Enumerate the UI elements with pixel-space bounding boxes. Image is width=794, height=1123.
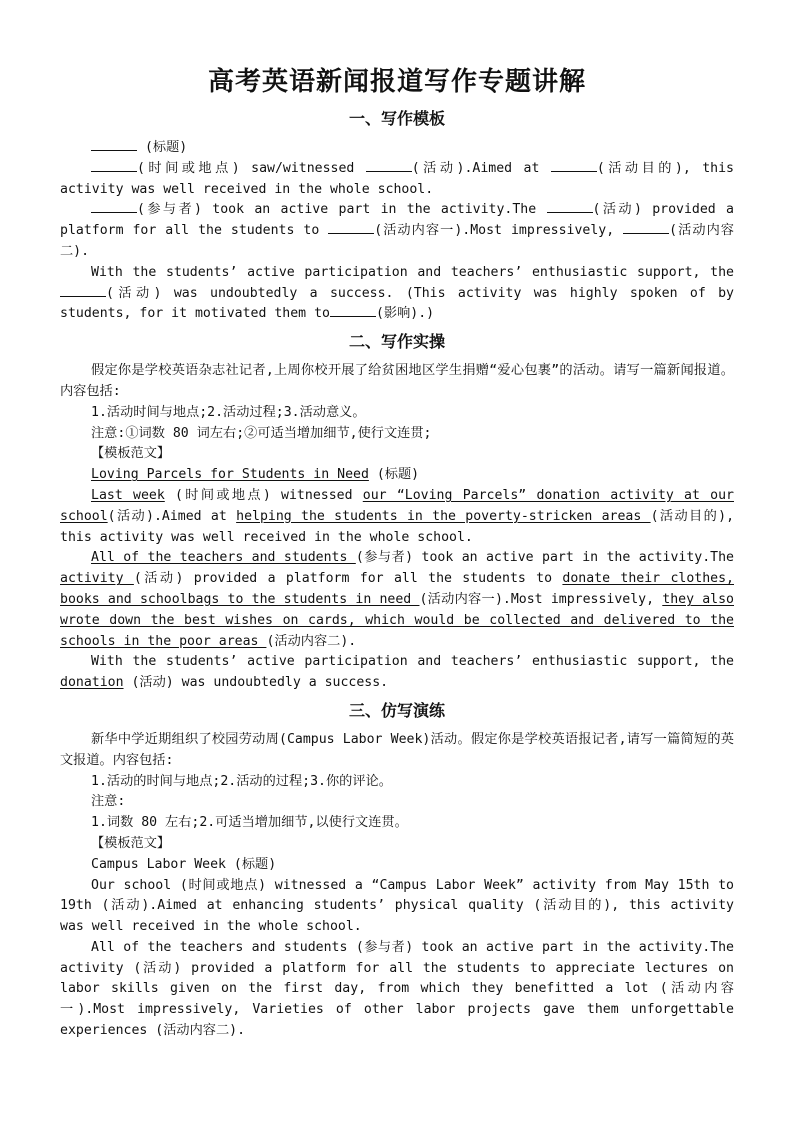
text: (参与者) took an active part in the activity.The [137,202,547,218]
page-title: 高考英语新闻报道写作专题讲解 [207,67,586,97]
text: (活动).Aimed at [107,508,237,524]
s2-paragraph-2 [60,548,734,652]
text: (活动).Aimed at [411,160,551,176]
blank [547,200,593,213]
s2-note: 注意:①词数 80 词左右;②可适当增加细节,使行文连贯; [91,425,432,441]
blank [91,159,137,172]
text: (活动) was undoubtedly a success. (This activity was highly spoken of by students, for it motivated them to [60,285,734,322]
blank [328,221,374,234]
text: (活动) provided a platform for all the students to [133,571,563,587]
s1-paragraph-2 [60,200,734,262]
s3-sample-title: Campus Labor Week (标题) [91,856,277,872]
underlined-text: Loving Parcels for Students in Need [91,467,369,483]
s3-sample-label: 【模板范文】 [91,835,171,851]
text: With the students’ active participation and teachers’ enthusiastic support, the [91,654,734,670]
s2-prompt: 假定你是学校英语杂志社记者,上周你校开展了给贫困地区学生捐赠“爱心包裹”的活动。请写一篇新闻报道。内容包括: [60,363,734,399]
text: With the students’ active participation and teachers’ enthusiastic support, the [91,264,734,280]
s3-note-label: 注意: [91,794,126,810]
text: (活动内容一).Most impressively, [374,223,624,239]
text: (时间或地点) saw/witnessed [137,160,366,176]
blank [60,284,106,297]
text: (活动) provided a platform for all the students to [60,202,734,239]
text: (活动目的), this activity was well received in the whole school. [60,508,735,545]
text: (时间或地点) witnessed [164,487,363,503]
s1-paragraph-3 [60,263,734,325]
underlined-text: donate their clothes, books and schoolbags to the students in need [60,571,734,607]
blank [91,138,137,151]
s2-paragraph-3 [60,652,734,694]
text: (活动内容二). [60,223,734,259]
document-page [60,62,734,1042]
underlined-text: helping the students in the poverty-stricken areas [236,508,651,524]
s2-requirements: 1.活动时间与地点;2.活动过程;3.活动意义。 [91,404,366,420]
underlined-text: Last week [91,487,165,503]
blank [623,221,669,234]
s1-paragraph-1 [60,159,734,201]
s3-paragraph-2: All of the teachers and students (参与者) took an active part in the activity.The activity (活动) provided a platform for all the students to appreciate lectures on labor skills given on the first day, from which they benefitted a lot (活动内容一).Most impressively, Varieties of other labor projects gave them unforgettable experiences (活动内容二). [60,939,734,1039]
blank [330,304,376,317]
s3-paragraph-1: Our school (时间或地点) witnessed a “Campus Labor Week” activity from May 15th to 19th (活动).Aimed at enhancing students’ physical quality (活动目的), this activity was well received in the whole school. [60,877,734,935]
s2-paragraph-1 [60,486,734,548]
section-1-heading: 一、写作模板 [348,109,445,128]
blank [551,159,597,172]
section-3-heading: 三、仿写演练 [348,700,445,720]
title-hint: (标题) [368,467,420,483]
s2-sample-label: 【模板范文】 [91,446,171,462]
text: (活动目的), this activity was well received in the whole school. [60,160,734,197]
blank [366,159,412,172]
text: (影响).) [375,306,435,322]
s3-requirements: 1.活动的时间与地点;2.活动的过程;3.你的评论。 [91,773,392,789]
blank [91,200,137,213]
underlined-text: our “Loving Parcels” donation activity at our school [60,487,734,524]
s1-title-line [60,138,734,159]
text: (活动) was undoubtedly a success. [123,675,389,691]
underlined-text: they also wrote down the best wishes on cards, which would be collected and delivered to the schools in the poor areas [60,591,734,649]
s3-prompt: 新华中学近期组织了校园劳动周(Campus Labor Week)活动。假定你是学校英语报记者,请写一篇简短的英文报道。内容包括: [60,731,734,768]
text: (活动内容二). [266,633,357,649]
s2-sample-title [60,465,734,486]
underlined-text: All of the teachers and students [91,550,356,566]
underlined-text: donation [60,675,124,691]
section-2-heading: 二、写作实操 [348,332,445,352]
text: (参与者) took an active part in the activity.The [355,550,734,566]
s3-note: 1.词数 80 左右;2.可适当增加细节,以使行文连贯。 [91,815,408,831]
text: (活动内容一).Most impressively, [419,591,663,607]
title-hint: (标题) [144,140,188,155]
underlined-text: activity [60,571,134,587]
